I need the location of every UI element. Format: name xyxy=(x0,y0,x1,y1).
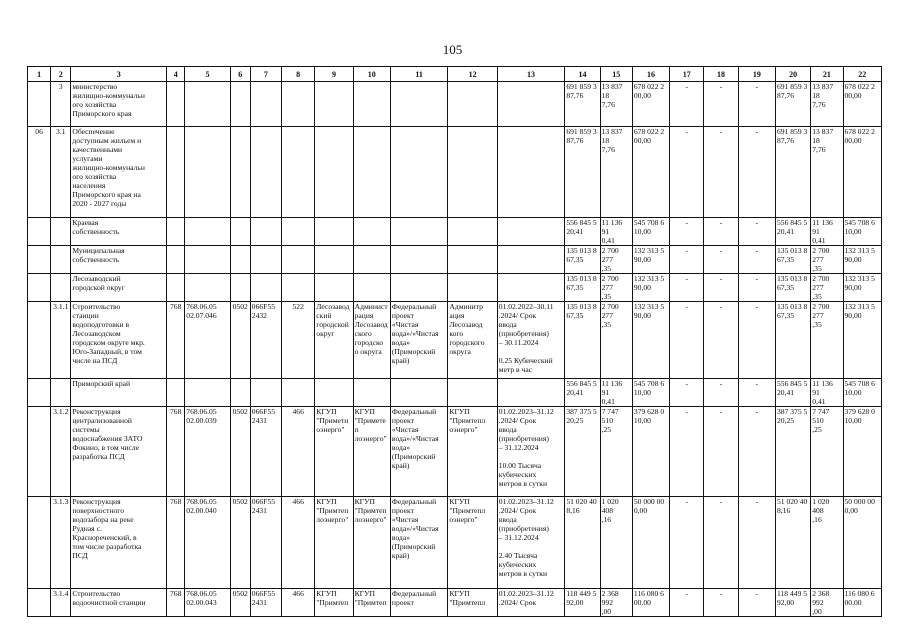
table-cell xyxy=(390,82,447,127)
table-cell xyxy=(282,127,315,218)
table-cell: 066F55 2431 xyxy=(250,589,281,617)
table-cell xyxy=(282,274,315,302)
table-cell: - xyxy=(738,379,775,407)
table-cell: 3.1.2 xyxy=(51,407,71,497)
table-row xyxy=(28,589,882,617)
table-cell: 116 080 6 00,00 xyxy=(632,589,669,617)
table-cell: 132 313 5 90,00 xyxy=(632,274,669,302)
table-cell xyxy=(497,218,565,246)
table-cell: - xyxy=(670,127,704,218)
table-cell: - xyxy=(704,497,738,589)
table-cell xyxy=(250,379,281,407)
table-cell: 0502 xyxy=(230,302,250,379)
table-cell: - xyxy=(704,82,738,127)
column-number-cell: 16 xyxy=(632,67,669,82)
table-cell: 1 020 408 ,16 xyxy=(811,497,843,589)
table-cell: 556 845 5 20,41 xyxy=(775,379,810,407)
table-cell xyxy=(497,246,565,274)
table-cell: - xyxy=(738,407,775,497)
table-cell xyxy=(448,274,497,302)
table-cell: министерство жилищно-коммунальн ого хозяйства Приморского края xyxy=(71,82,167,127)
table-cell xyxy=(448,246,497,274)
column-number-cell: 15 xyxy=(600,67,632,82)
table-cell: - xyxy=(670,246,704,274)
column-number-cell: 10 xyxy=(353,67,390,82)
table-cell: 11 136 91 0,41 xyxy=(811,379,843,407)
table-cell: 13 837 18 7,76 xyxy=(811,82,843,127)
table-cell: 118 449 5 92,00 xyxy=(775,589,810,617)
table-cell: 01.02.2023–31.12 .2024/ Срок ввода (приобретения) – 31.12.2024 10.00 Тысяча кубических метров в сутки xyxy=(497,407,565,497)
table-cell: 466 xyxy=(282,407,315,497)
table-cell xyxy=(353,218,390,246)
table-cell xyxy=(28,246,51,274)
table-cell: Федеральный проект xyxy=(390,589,447,617)
table-cell xyxy=(315,379,353,407)
table-cell xyxy=(250,246,281,274)
table-cell xyxy=(185,127,230,218)
table-cell xyxy=(282,379,315,407)
column-number-cell: 4 xyxy=(167,67,185,82)
table-cell: - xyxy=(704,246,738,274)
table-cell xyxy=(497,127,565,218)
table-cell: - xyxy=(670,589,704,617)
table-cell: КГУП "Примтеп лоэнерго" xyxy=(315,497,353,589)
table-cell: Федеральный проект «Чистая вода»/«Чистая вода» (Приморский край) xyxy=(390,407,447,497)
table-cell: Приморский край xyxy=(71,379,167,407)
table-cell xyxy=(167,379,185,407)
column-number-cell: 21 xyxy=(811,67,843,82)
table-cell: 545 708 6 10,00 xyxy=(843,379,882,407)
table-cell xyxy=(230,274,250,302)
table-cell: - xyxy=(670,407,704,497)
table-cell: Обеспечение доступным жильем и качественными услугами жилищно-коммунальн ого хозяйства населения Приморского края на 2020 - 2027 годы xyxy=(71,127,167,218)
table-cell: 466 xyxy=(282,589,315,617)
column-number-cell: 5 xyxy=(185,67,230,82)
table-cell xyxy=(282,218,315,246)
table-cell: 768.06.05 02.00.043 xyxy=(185,589,230,617)
table-cell: - xyxy=(670,497,704,589)
table-cell: КГУП "Примтеп лоэнерго" xyxy=(353,497,390,589)
table-cell: 768.06.05 02.07.046 xyxy=(185,302,230,379)
table-cell: 2 700 277 ,35 xyxy=(811,274,843,302)
table-cell: - xyxy=(704,379,738,407)
table-cell: Лесозавод ский городской округ xyxy=(315,302,353,379)
table-cell xyxy=(282,82,315,127)
table-cell: 13 837 18 7,76 xyxy=(600,82,632,127)
table-cell: 066F55 2431 xyxy=(250,407,281,497)
table-row xyxy=(28,127,882,218)
table-cell: - xyxy=(670,218,704,246)
table-cell xyxy=(28,218,51,246)
table-cell: 3 xyxy=(51,82,71,127)
table-cell: - xyxy=(704,127,738,218)
table-cell: 379 628 0 10,00 xyxy=(843,407,882,497)
table-cell: 50 000 00 0,00 xyxy=(843,497,882,589)
table-cell xyxy=(28,274,51,302)
column-number-cell: 3 xyxy=(71,67,167,82)
table-cell: - xyxy=(738,127,775,218)
table-cell xyxy=(51,379,71,407)
table-cell xyxy=(497,82,565,127)
table-cell: 132 313 5 90,00 xyxy=(632,246,669,274)
table-cell xyxy=(497,274,565,302)
column-number-cell: 14 xyxy=(565,67,600,82)
table-cell: 132 313 5 90,00 xyxy=(843,274,882,302)
table-row xyxy=(28,246,882,274)
table-cell: 7 747 510 ,25 xyxy=(811,407,843,497)
table-cell xyxy=(250,82,281,127)
table-cell xyxy=(167,82,185,127)
table-cell: 2 700 277 ,35 xyxy=(811,302,843,379)
table-cell: 11 136 91 0,41 xyxy=(600,379,632,407)
table-cell xyxy=(28,497,51,589)
table-cell: - xyxy=(738,497,775,589)
table-cell: Муниципальная собственность xyxy=(71,246,167,274)
table-cell xyxy=(230,82,250,127)
table-cell: 691 859 3 87,76 xyxy=(565,82,600,127)
table-cell: 13 837 18 7,76 xyxy=(600,127,632,218)
table-cell: 2 700 277 ,35 xyxy=(811,246,843,274)
table-cell: 387 375 5 20,25 xyxy=(565,407,600,497)
table-cell xyxy=(390,127,447,218)
table-cell: Строительство станции водоподготовки в Лесозаводском городском округе мкр. Юго-Западный, в том числе на ПСД xyxy=(71,302,167,379)
table-row xyxy=(28,218,882,246)
table-cell: 691 859 3 87,76 xyxy=(775,82,810,127)
table-cell: КГУП "Примтеп xyxy=(315,589,353,617)
table-cell: - xyxy=(738,302,775,379)
table-cell xyxy=(185,379,230,407)
table-cell xyxy=(28,82,51,127)
table-cell: - xyxy=(670,302,704,379)
table-cell: - xyxy=(704,589,738,617)
table-cell: 545 708 6 10,00 xyxy=(843,218,882,246)
table-cell xyxy=(390,246,447,274)
table-cell: 2 700 277 ,35 xyxy=(600,274,632,302)
table-cell: 51 020 40 8,16 xyxy=(565,497,600,589)
table-cell: КГУП "Примтепл оэнерго" xyxy=(448,497,497,589)
table-cell: Реконструкция поверхностного водозабора на реке Рудная с. Краснореченский, в том числе разработка ПСД xyxy=(71,497,167,589)
table-cell: Админитр ация Лесозавод кого городского округа xyxy=(448,302,497,379)
column-number-cell: 9 xyxy=(315,67,353,82)
table-cell: 01.02.2022–30.11 .2024/ Срок ввода (приобретения) – 30.11.2024 0.25 Кубический метр в час xyxy=(497,302,565,379)
column-number-cell: 13 xyxy=(497,67,565,82)
table-cell: Лесозаводский городской округ xyxy=(71,274,167,302)
table-cell: - xyxy=(738,589,775,617)
table-cell xyxy=(185,218,230,246)
table-cell: 678 022 2 00,00 xyxy=(632,127,669,218)
table-cell: 01.02.2023–31.12 .2024/ Срок ввода (приобретения) – 31.12.2024 2.40 Тысяча кубических метров в сутки xyxy=(497,497,565,589)
table-cell: 678 022 2 00,00 xyxy=(843,82,882,127)
table-cell: КГУП "Примтеп xyxy=(353,589,390,617)
table-cell: 3.1.4 xyxy=(51,589,71,617)
table-cell: 11 136 91 0,41 xyxy=(600,218,632,246)
table-cell xyxy=(250,218,281,246)
table-cell: 3.1 xyxy=(51,127,71,218)
table-cell xyxy=(51,218,71,246)
table-cell: 678 022 2 00,00 xyxy=(632,82,669,127)
table-cell: 3.1.3 xyxy=(51,497,71,589)
column-number-cell: 22 xyxy=(843,67,882,82)
table-cell xyxy=(28,407,51,497)
table-cell xyxy=(448,127,497,218)
table-cell: Строительство водоочистной станции xyxy=(71,589,167,617)
table-cell: 132 313 5 90,00 xyxy=(843,246,882,274)
table-cell: - xyxy=(670,274,704,302)
column-number-cell: 2 xyxy=(51,67,71,82)
table-cell xyxy=(230,246,250,274)
table-cell xyxy=(51,246,71,274)
table-cell xyxy=(28,379,51,407)
column-number-cell: 1 xyxy=(28,67,51,82)
table-row xyxy=(28,379,882,407)
table-row xyxy=(28,274,882,302)
budget-table xyxy=(27,66,882,617)
column-number-cell: 8 xyxy=(282,67,315,82)
table-cell: 13 837 18 7,76 xyxy=(811,127,843,218)
table-cell: 066F55 2431 xyxy=(250,497,281,589)
table-cell xyxy=(353,82,390,127)
table-cell: 135 013 8 67,35 xyxy=(775,274,810,302)
table-cell xyxy=(51,274,71,302)
table-cell xyxy=(185,274,230,302)
table-cell: 01.02.2023–31.12 .2024/ Срок xyxy=(497,589,565,617)
table-cell: Реконструкция централизованной системы водоснабжения ЗАТО Фокино, в том числе разработка ПСД xyxy=(71,407,167,497)
table-cell: 11 136 91 0,41 xyxy=(811,218,843,246)
column-number-cell: 19 xyxy=(738,67,775,82)
table-cell: 135 013 8 67,35 xyxy=(565,302,600,379)
table-cell: 7 747 510 ,25 xyxy=(600,407,632,497)
table-cell xyxy=(315,274,353,302)
table-row xyxy=(28,497,882,589)
table-cell: 768.06.05 02.00.039 xyxy=(185,407,230,497)
table-cell xyxy=(353,379,390,407)
table-cell xyxy=(315,246,353,274)
table-cell: 379 628 0 10,00 xyxy=(632,407,669,497)
table-cell: 768 xyxy=(167,302,185,379)
table-cell: 768 xyxy=(167,589,185,617)
table-cell: 2 368 992 ,00 xyxy=(811,589,843,617)
column-number-cell: 7 xyxy=(250,67,281,82)
table-cell: 118 449 5 92,00 xyxy=(565,589,600,617)
column-number-cell: 20 xyxy=(775,67,810,82)
column-number-row xyxy=(28,67,882,82)
table-cell: 522 xyxy=(282,302,315,379)
table-cell xyxy=(250,274,281,302)
table-cell xyxy=(315,127,353,218)
table-cell xyxy=(390,274,447,302)
table-cell: 0502 xyxy=(230,497,250,589)
table-cell: 768.06.05 02.00.040 xyxy=(185,497,230,589)
table-cell: 50 000 00 0,00 xyxy=(632,497,669,589)
table-cell: 387 375 5 20,25 xyxy=(775,407,810,497)
table-cell: 691 859 3 87,76 xyxy=(565,127,600,218)
table-cell: Админист рация Лесозавод ского городско о округа xyxy=(353,302,390,379)
table-cell: Федеральный проект «Чистая вода»/«Чистая вода» (Приморский край) xyxy=(390,302,447,379)
table-cell xyxy=(28,302,51,379)
table-cell xyxy=(315,218,353,246)
table-cell: 116 080 6 00,00 xyxy=(843,589,882,617)
table-cell: 0502 xyxy=(230,407,250,497)
table-cell xyxy=(353,246,390,274)
page-number: 105 xyxy=(442,42,463,57)
table-cell: 51 020 40 8,16 xyxy=(775,497,810,589)
table-cell xyxy=(448,82,497,127)
table-cell xyxy=(167,274,185,302)
table-cell: КГУП "Приметн оэнерго" xyxy=(315,407,353,497)
table-cell xyxy=(230,218,250,246)
table-cell: 066F55 2432 xyxy=(250,302,281,379)
table-cell: КГУП "Примтепл оэнерго" xyxy=(448,407,497,497)
table-cell: - xyxy=(704,218,738,246)
table-cell xyxy=(353,127,390,218)
table-cell: 0502 xyxy=(230,589,250,617)
table-cell: 1 020 408 ,16 xyxy=(600,497,632,589)
table-cell: 135 013 8 67,35 xyxy=(775,302,810,379)
table-cell xyxy=(167,218,185,246)
table-cell xyxy=(497,379,565,407)
table-cell: 132 313 5 90,00 xyxy=(843,302,882,379)
table-cell: 678 022 2 00,00 xyxy=(843,127,882,218)
table-cell: - xyxy=(704,407,738,497)
table-cell: Краевая собственность xyxy=(71,218,167,246)
table-cell: КГУП "Приметеп лоэнерго" xyxy=(353,407,390,497)
table-cell: 135 013 8 67,35 xyxy=(565,246,600,274)
table-cell xyxy=(167,127,185,218)
table-cell xyxy=(28,589,51,617)
table-cell: 545 708 6 10,00 xyxy=(632,218,669,246)
table-cell xyxy=(185,246,230,274)
table-cell: 132 313 5 90,00 xyxy=(632,302,669,379)
table-cell: 3.1.1 xyxy=(51,302,71,379)
table-cell xyxy=(353,274,390,302)
table-cell: 2 700 277 ,35 xyxy=(600,302,632,379)
table-row xyxy=(28,302,882,379)
column-number-cell: 12 xyxy=(448,67,497,82)
table-cell: - xyxy=(704,274,738,302)
table-cell xyxy=(315,82,353,127)
table-row xyxy=(28,82,882,127)
table-cell xyxy=(167,246,185,274)
column-number-cell: 11 xyxy=(390,67,447,82)
table-cell xyxy=(250,127,281,218)
table-cell: - xyxy=(670,82,704,127)
table-cell: 691 859 3 87,76 xyxy=(775,127,810,218)
table-cell: - xyxy=(738,274,775,302)
table-cell: 545 708 6 10,00 xyxy=(632,379,669,407)
table-cell: 768 xyxy=(167,407,185,497)
table-row xyxy=(28,407,882,497)
table-cell: 06 xyxy=(28,127,51,218)
table-cell xyxy=(230,127,250,218)
table-cell xyxy=(390,218,447,246)
table-cell: - xyxy=(738,82,775,127)
table-cell: 2 368 992 ,00 xyxy=(600,589,632,617)
table-cell: - xyxy=(704,302,738,379)
table-cell: 466 xyxy=(282,497,315,589)
table-cell xyxy=(282,246,315,274)
table-cell: Федеральный проект «Чистая вода»/«Чистая вода» (Приморский край) xyxy=(390,497,447,589)
table-cell: - xyxy=(670,379,704,407)
table-cell: КГУП "Примтепл xyxy=(448,589,497,617)
table-cell: - xyxy=(738,218,775,246)
table-cell: 556 845 5 20,41 xyxy=(565,379,600,407)
column-number-cell: 18 xyxy=(704,67,738,82)
table-cell: 768 xyxy=(167,497,185,589)
table-cell: - xyxy=(738,246,775,274)
table-cell xyxy=(448,379,497,407)
table-cell: 2 700 277 ,35 xyxy=(600,246,632,274)
table-cell xyxy=(390,379,447,407)
table-cell: 556 845 5 20,41 xyxy=(565,218,600,246)
table-cell xyxy=(448,218,497,246)
table-cell xyxy=(230,379,250,407)
table-cell xyxy=(185,82,230,127)
table-cell: 135 013 8 67,35 xyxy=(565,274,600,302)
column-number-cell: 6 xyxy=(230,67,250,82)
table-cell: 135 013 8 67,35 xyxy=(775,246,810,274)
column-number-cell: 17 xyxy=(670,67,704,82)
table-cell: 556 845 5 20,41 xyxy=(775,218,810,246)
